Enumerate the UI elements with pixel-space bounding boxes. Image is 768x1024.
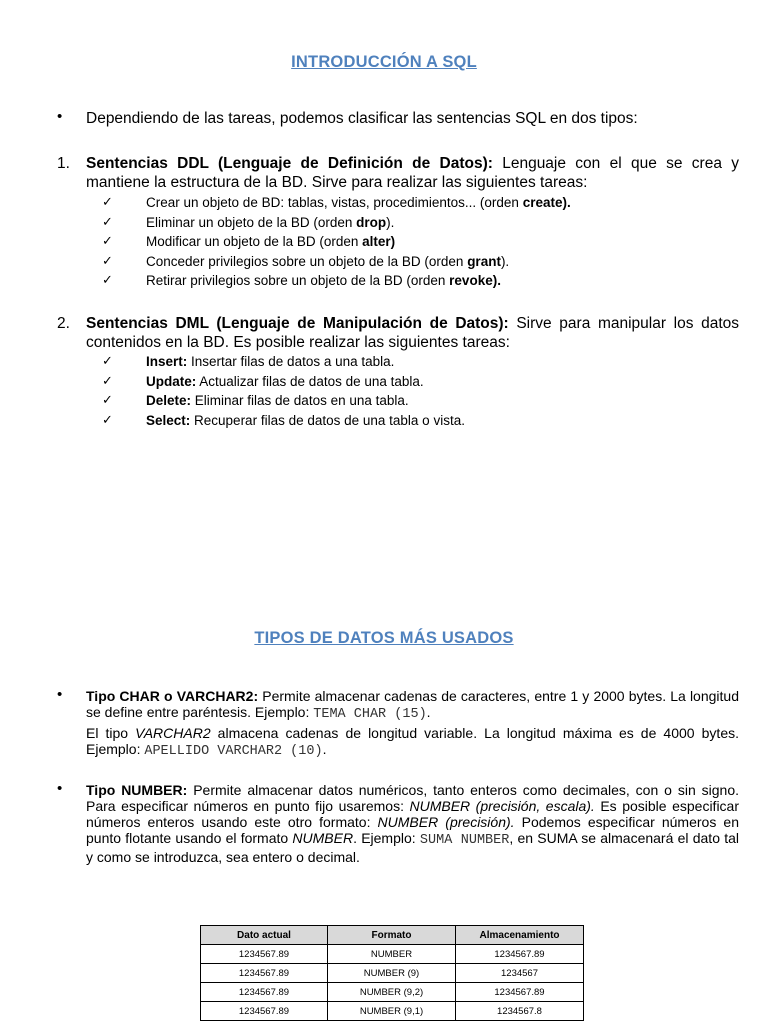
bullet-dot: • — [57, 780, 63, 797]
number-text-5: , en SUMA se almacenará el dato tal y como se introduzca, sea entero o decimal. — [86, 830, 740, 865]
table-cell: 1234567.89 — [201, 1002, 328, 1021]
dml-heading: Sentencias DML (Lenguaje de Manipulación de Datos): — [86, 315, 509, 332]
task-keyword: Update: — [146, 373, 197, 389]
period: . — [426, 704, 431, 720]
number-type-heading: Tipo NUMBER: — [86, 782, 188, 798]
number-italic-1: NUMBER (precisión, escala). — [409, 798, 595, 814]
period: . — [322, 741, 327, 757]
task-text: Retirar privilegios sobre un objeto de la BD (orden — [146, 273, 450, 288]
task-keyword: revoke). — [449, 273, 501, 288]
table-cell: 1234567.89 — [456, 945, 584, 964]
task-keyword: Delete: — [146, 393, 192, 408]
char-type-heading: Tipo CHAR o VARCHAR2: — [86, 688, 259, 704]
dml-number: 2. — [57, 315, 70, 332]
section-title-datatypes: TIPOS DE DATOS MÁS USADOS — [254, 629, 514, 647]
task-text: Insertar filas de datos a una tabla. — [187, 354, 395, 369]
task-text: Eliminar filas de datos en una tabla. — [191, 393, 409, 408]
task-keyword: Insert: — [146, 354, 188, 369]
dml-text: Sirve para manipular los datos contenidos en la BD. Es posible realizar las siguientes tareas: — [86, 315, 739, 351]
char-type-text: Permite almacenar cadenas de caracteres, entre 1 y 2000 bytes. La longitud se define entre paréntesis. Ejemplo: — [86, 688, 739, 720]
check-icon: ✓ — [102, 194, 113, 209]
ddl-text: Lenguaje con el que se crea y mantiene la estructura de la BD. Sirve para realizar las siguientes tareas: — [86, 155, 739, 191]
number-text-3: Podemos especificar números en punto flotante usando el formato — [86, 814, 739, 846]
varchar2-example: APELLIDO VARCHAR2 (10) — [144, 744, 323, 759]
check-icon: ✓ — [102, 353, 113, 368]
ddl-task-item — [102, 252, 662, 272]
task-text: Conceder privilegios sobre un objeto de la BD (orden — [146, 253, 468, 269]
table-header-row — [201, 926, 584, 945]
check-icon: ✓ — [102, 411, 113, 427]
number-format-table — [200, 925, 584, 1021]
task-keyword: grant — [467, 253, 501, 269]
table-row — [201, 945, 584, 964]
varchar2-paragraph — [86, 725, 739, 760]
check-icon: ✓ — [102, 392, 113, 407]
bullet-dot: • — [57, 108, 63, 125]
check-icon: ✓ — [102, 372, 113, 388]
table-row — [201, 1002, 584, 1021]
table-row — [201, 983, 584, 1002]
task-text: Crear un objeto de BD: tablas, vistas, procedimientos... (orden — [146, 195, 523, 210]
table-header: Dato actual — [201, 926, 328, 945]
check-icon: ✓ — [102, 252, 113, 268]
varchar2-text-b: almacena cadenas de longitud variable. La longitud máxima es de 4000 bytes. Ejemplo: — [86, 725, 739, 757]
ddl-task-item — [102, 213, 662, 233]
ddl-number: 1. — [57, 155, 70, 172]
number-example: SUMA NUMBER — [419, 833, 510, 848]
table-cell: 1234567.8 — [456, 1002, 584, 1021]
check-icon: ✓ — [102, 213, 113, 229]
varchar2-italic: VARCHAR2 — [135, 725, 211, 741]
char-type-paragraph — [86, 688, 739, 760]
ddl-task-item — [102, 232, 662, 252]
task-text: Actualizar filas de datos de una tabla. — [196, 373, 424, 389]
char-example: TEMA CHAR (15) — [313, 707, 427, 722]
ddl-heading: Sentencias DDL (Lenguaje de Definición de Datos): — [86, 155, 493, 172]
table-cell: 1234567.89 — [201, 945, 328, 964]
dml-task-item — [102, 391, 662, 411]
table-header: Formato — [328, 926, 456, 945]
ddl-task-list — [102, 193, 662, 291]
table-header: Almacenamiento — [456, 926, 584, 945]
table-cell: 1234567.89 — [456, 983, 584, 1002]
table-row — [201, 964, 584, 983]
dml-description — [86, 314, 739, 352]
task-keyword: Select: — [146, 412, 191, 428]
task-text: Eliminar un objeto de la BD (orden — [146, 214, 357, 230]
table-cell: NUMBER (9,2) — [328, 983, 456, 1002]
dml-task-list — [102, 352, 662, 430]
number-italic-2: NUMBER (precisión). — [377, 814, 515, 830]
task-text: ). — [386, 214, 395, 230]
table-cell: 1234567 — [456, 964, 584, 983]
task-text: Modificar un objeto de la BD (orden — [146, 234, 363, 249]
table-cell: NUMBER (9,1) — [328, 1002, 456, 1021]
bullet-dot: • — [57, 686, 63, 703]
check-icon: ✓ — [102, 272, 113, 287]
dml-task-item — [102, 352, 662, 372]
varchar2-text-a: El tipo — [86, 725, 136, 741]
ddl-task-item — [102, 271, 662, 291]
number-italic-3: NUMBER — [292, 830, 354, 846]
dml-task-item — [102, 411, 662, 431]
number-text-1: Permite almacenar datos numéricos, tanto enteros como decimales, con o sin signo. Para especificar números en punto fijo usaremos: — [86, 782, 739, 814]
task-text: Recuperar filas de datos de una tabla o vista. — [190, 412, 465, 428]
number-text-4: . Ejemplo: — [353, 830, 420, 846]
intro-text: Dependiendo de las tareas, podemos clasificar las sentencias SQL en dos tipos: — [86, 110, 638, 127]
dml-task-item — [102, 372, 662, 392]
task-keyword: create). — [522, 195, 571, 210]
table-cell: 1234567.89 — [201, 964, 328, 983]
ddl-description — [86, 154, 739, 192]
check-icon: ✓ — [102, 233, 113, 248]
task-text: ). — [500, 253, 510, 269]
number-text-2: Es posible especificar números enteros usando este otro formato: — [86, 798, 739, 830]
table-cell: NUMBER (9) — [328, 964, 456, 983]
table-cell: 1234567.89 — [201, 983, 328, 1002]
task-keyword: drop — [356, 214, 387, 230]
section-title-intro: INTRODUCCIÓN A SQL — [291, 53, 477, 71]
ddl-task-item — [102, 193, 662, 213]
table-cell: NUMBER — [328, 945, 456, 964]
number-type-paragraph — [86, 782, 739, 865]
task-keyword: alter) — [362, 234, 396, 249]
